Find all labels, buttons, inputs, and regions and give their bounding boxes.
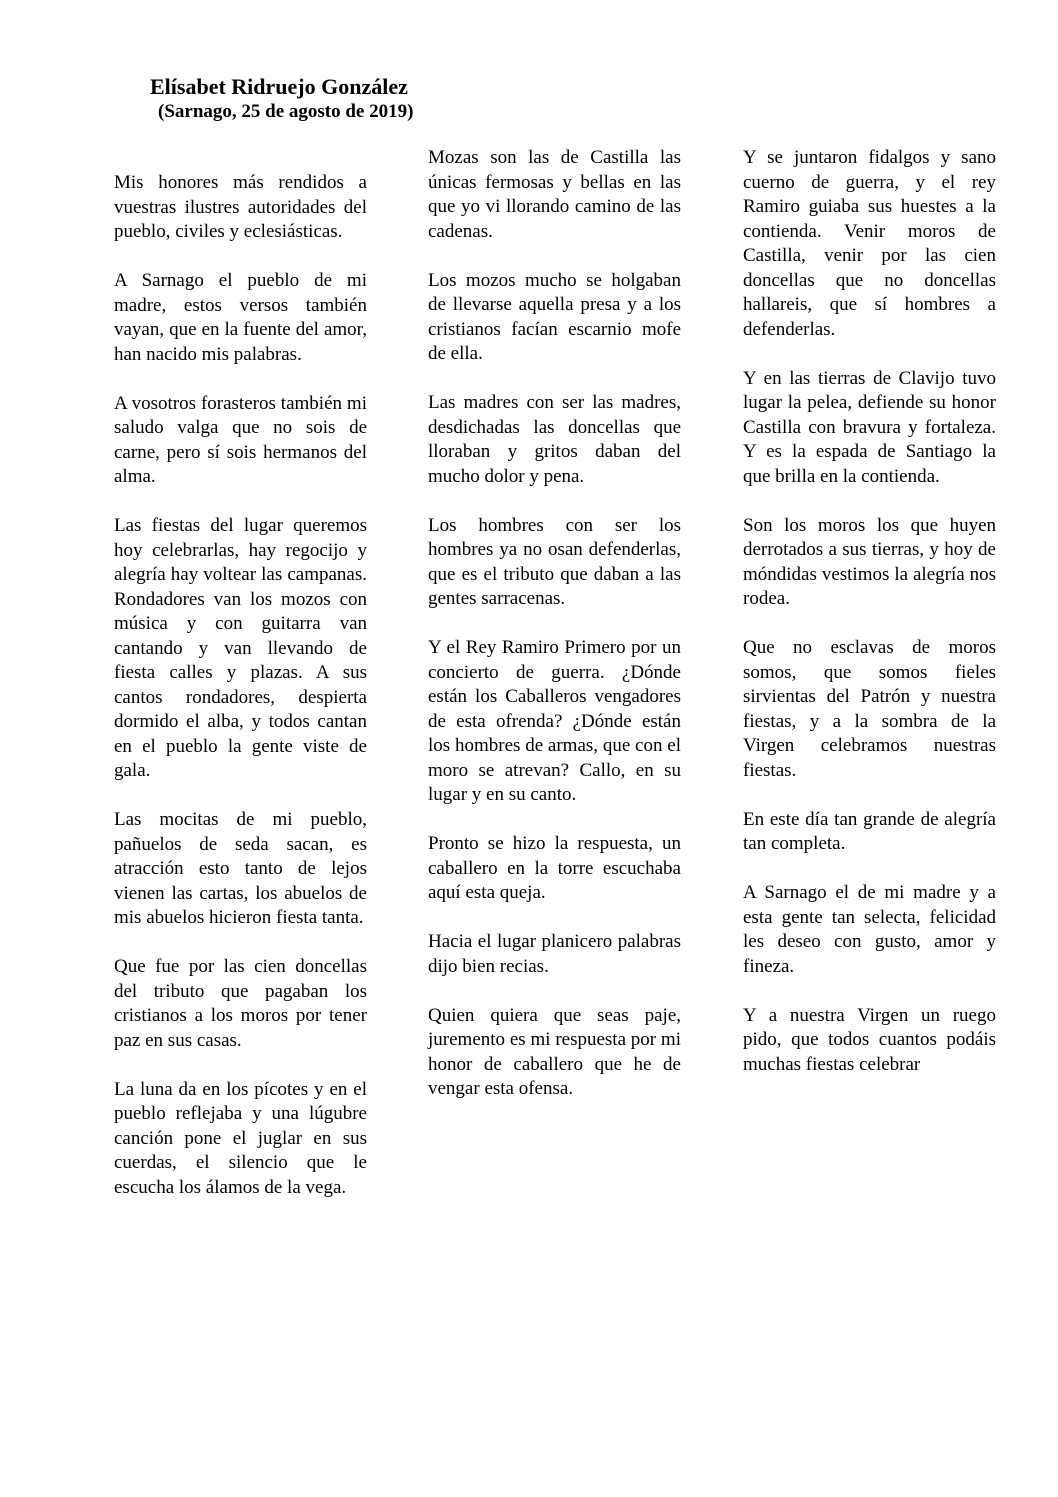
stanza: En este día tan grande de alegría tan completa.: [743, 808, 996, 854]
stanza: A vosotros forasteros también mi saludo valga que no sois de carne, pero sí sois hermanos del alma.: [114, 392, 367, 487]
stanza: Quien quiera que seas paje, juremento es mi respuesta por mi honor de caballero que he de vengar esta ofensa.: [428, 1004, 681, 1099]
stanza: Los hombres con ser los hombres ya no osan defenderlas, que es el tributo que daban a las gentes sarracenas.: [428, 514, 681, 609]
stanza: Son los moros los que huyen derrotados a sus tierras, y hoy de móndidas vestimos la alegría nos rodea.: [743, 514, 996, 609]
stanza: Y se juntaron fidalgos y sano cuerno de guerra, y el rey Ramiro guiaba sus huestes a la contienda. Venir moros de Castilla, venir por las cien doncellas que no doncellas hallareis, que sí hombres a defenderlas.: [743, 147, 996, 340]
stanza: Pronto se hizo la respuesta, un caballero en la torre escuchaba aquí esta queja.: [428, 833, 681, 903]
header: [150, 74, 413, 124]
stanza: A Sarnago el de mi madre y a esta gente tan selecta, felicidad les deseo con gusto, amor y fineza.: [743, 882, 996, 977]
author-name: Elísabet Ridruejo González: [150, 74, 408, 99]
stanza: Que no esclavas de moros somos, que somos fieles sirvientas del Patrón y nuestra fiestas, y a la sombra de la Virgen celebramos nuestras fiestas.: [743, 637, 996, 781]
stanza: A Sarnago el pueblo de mi madre, estos versos también vayan, que en la fuente del amor, han nacido mis palabras.: [114, 270, 367, 365]
stanza: Y en las tierras de Clavijo tuvo lugar la pelea, defiende su honor Castilla con bravura y fortaleza. Y es la espada de Santiago la que brilla en la contienda.: [743, 367, 996, 487]
column-1: [114, 171, 367, 1225]
stanza: Los mozos mucho se holgaban de llevarse aquella presa y a los cristianos facían escarnio mofe de ella.: [428, 269, 681, 364]
stanza: Mozas son las de Castilla las únicas fermosas y bellas en las que yo vi llorando camino de las cadenas.: [428, 147, 681, 242]
stanza: Las madres con ser las madres, desdichadas las doncellas que lloraban y gritos daban del mucho dolor y pena.: [428, 392, 681, 487]
place-date: (Sarnago, 25 de agosto de 2019): [158, 101, 414, 122]
stanza: Mis honores más rendidos a vuestras ilustres autoridades del pueblo, civiles y eclesiásticas.: [114, 172, 367, 242]
stanza: Hacia el lugar planicero palabras dijo bien recias.: [428, 931, 681, 977]
stanza: Las fiestas del lugar queremos hoy celebrarlas, hay regocijo y alegría hay voltear las campanas. Rondadores van los mozos con música y con guitarra van cantando y van llevando de fiesta calles y plazas. A sus cantos rondadores, despierta dormido el alba, y todos cantan en el pueblo la gente viste de gala.: [114, 515, 367, 781]
stanza: La luna da en los pícotes y en el pueblo reflejaba y una lúgubre canción pone el juglar en sus cuerdas, el silencio que le escucha los álamos de la vega.: [114, 1078, 367, 1198]
stanza: Y el Rey Ramiro Primero por un concierto de guerra. ¿Dónde están los Caballeros vengadores de esta ofrenda? ¿Dónde están los hombres de armas, que con el moro se atrevan? Callo, en su lugar y en su canto.: [428, 637, 681, 805]
stanza: Y a nuestra Virgen un ruego pido, que todos cuantos podáis muchas fiestas celebrar: [743, 1004, 996, 1075]
stanza: Que fue por las cien doncellas del tributo que pagaban los cristianos a los moros por tener paz en sus casas.: [114, 956, 367, 1051]
stanza: Las mocitas de mi pueblo, pañuelos de seda sacan, es atracción esto tanto de lejos vienen las cartas, los abuelos de mis abuelos hicieron fiesta tanta.: [114, 809, 367, 928]
column-3: [743, 146, 996, 1102]
column-2: [428, 146, 681, 1126]
